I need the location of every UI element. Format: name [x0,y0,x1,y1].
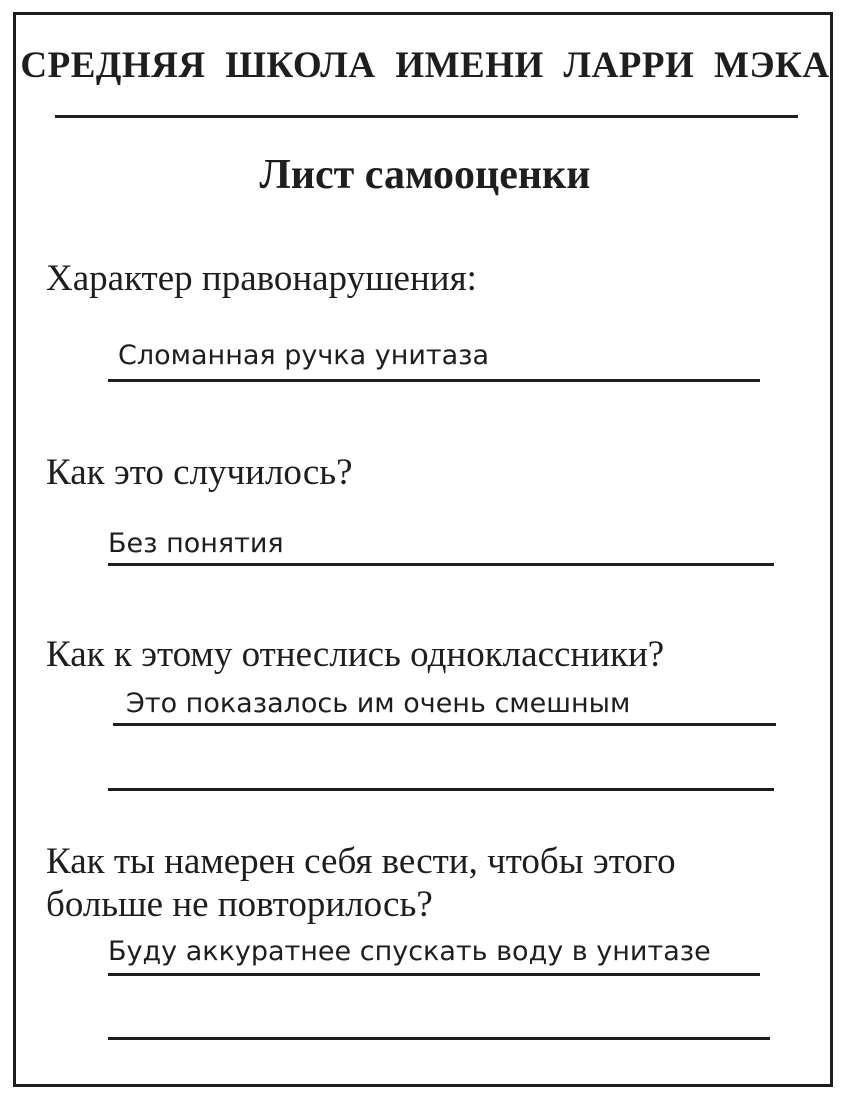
answer-line-classmates [113,723,776,726]
answer-line-classmates-extra [108,788,774,791]
answer-behavior: Буду аккуратнее спускать воду в унитазе [108,936,711,967]
question-behavior-label-line2: больше не повторилось? [46,884,433,925]
answer-line-behavior-extra [108,1037,770,1040]
question-offense-label: Характер правонарушения: [46,258,477,299]
answer-line-behavior [108,973,760,976]
answer-line-how [108,563,774,566]
answer-classmates: Это показалось им очень смешным [126,688,631,719]
form-title: Лист самооценки [259,152,591,198]
school-name-heading: СРЕДНЯЯ ШКОЛА ИМЕНИ ЛАРРИ МЭКА [20,45,830,86]
question-classmates-label: Как к этому отнеслись одноклассники? [46,634,665,675]
answer-line-offense [108,379,760,382]
question-behavior-label-line1: Как ты намерен себя вести, чтобы этого [46,841,676,882]
header-divider [55,115,798,118]
answer-offense: Сломанная ручка унитаза [118,340,490,371]
answer-how: Без понятия [108,528,284,559]
question-how-label: Как это случилось? [46,452,353,493]
